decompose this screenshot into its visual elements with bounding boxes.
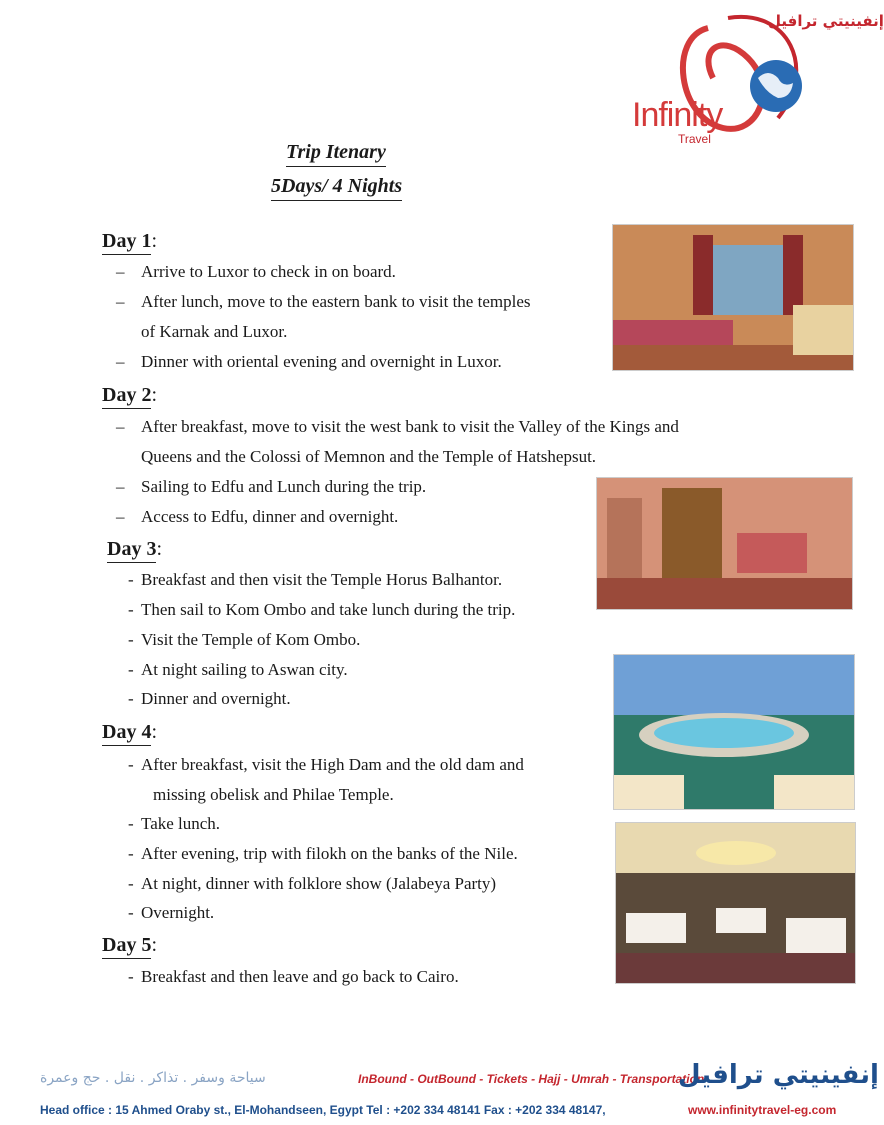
list-item: Breakfast and then visit the Temple Horus Balhantor.: [141, 570, 503, 589]
list-item: At night, dinner with folklore show (Jalabeya Party): [141, 874, 497, 893]
list-item: After evening, trip with filokh on the banks of the Nile.: [141, 844, 518, 863]
footer-address: Head office : 15 Ahmed Oraby st., El-Mohandseen, Egypt Tel : +202 334 48141 Fax : +202 334 48147,: [40, 1103, 606, 1117]
pool-deck-photo: [613, 654, 855, 810]
page-subtitle: 5Days/ 4 Nights: [271, 175, 402, 201]
company-logo: [628, 8, 884, 148]
list-item: Dinner with oriental evening and overnight in Luxor.: [141, 352, 502, 371]
day-heading: Day 4:: [102, 721, 157, 744]
footer-arabic-brand: إنفينيتي ترافيل: [678, 1060, 879, 1090]
list-item: After lunch, move to the eastern bank to visit the temples: [141, 292, 531, 311]
day-heading: Day 3:: [107, 538, 162, 561]
cabin-photo: [612, 224, 854, 371]
list-item: Dinner and overnight.: [141, 689, 291, 708]
footer-website[interactable]: www.infinitytravel-eg.com: [688, 1103, 837, 1117]
day-heading: Day 1:: [102, 230, 157, 253]
footer-banner: [40, 1060, 879, 1094]
list-item: of Karnak and Luxor.: [141, 322, 288, 341]
list-item: Sailing to Edfu and Lunch during the trip.: [141, 477, 427, 496]
day-heading: Day 2:: [102, 384, 157, 407]
logo-name: Infinity: [632, 96, 723, 134]
logo-arabic-text: إنفينيتي ترافيل: [768, 12, 884, 30]
footer-arabic-services: سياحة وسفر . تذاكر . نقل . حج وعمرة: [40, 1070, 266, 1086]
list-item: Breakfast and then leave and go back to Cairo.: [141, 967, 459, 986]
list-item: missing obelisk and Philae Temple.: [153, 785, 394, 804]
day-heading: Day 5:: [102, 934, 157, 957]
list-item: After breakfast, move to visit the west bank to visit the Valley of the Kings and: [141, 417, 679, 436]
list-item: Then sail to Kom Ombo and take lunch during the trip.: [141, 600, 516, 619]
list-item: At night sailing to Aswan city.: [141, 660, 348, 679]
logo-subtitle: Travel: [678, 132, 711, 146]
list-item: After breakfast, visit the High Dam and the old dam and: [141, 755, 524, 774]
list-item: Take lunch.: [141, 814, 221, 833]
footer-services: InBound - OutBound - Tickets - Hajj - Umrah - Transportation: [358, 1072, 705, 1086]
suite-photo: [596, 477, 853, 610]
page-title: Trip Itenary: [286, 141, 386, 167]
list-item: Arrive to Luxor to check in on board.: [141, 262, 396, 281]
restaurant-photo: [615, 822, 856, 984]
list-item: Access to Edfu, dinner and overnight.: [141, 507, 399, 526]
list-item: Queens and the Colossi of Memnon and the Temple of Hatshepsut.: [141, 447, 597, 466]
list-item: Visit the Temple of Kom Ombo.: [141, 630, 361, 649]
list-item: Overnight.: [141, 903, 215, 922]
